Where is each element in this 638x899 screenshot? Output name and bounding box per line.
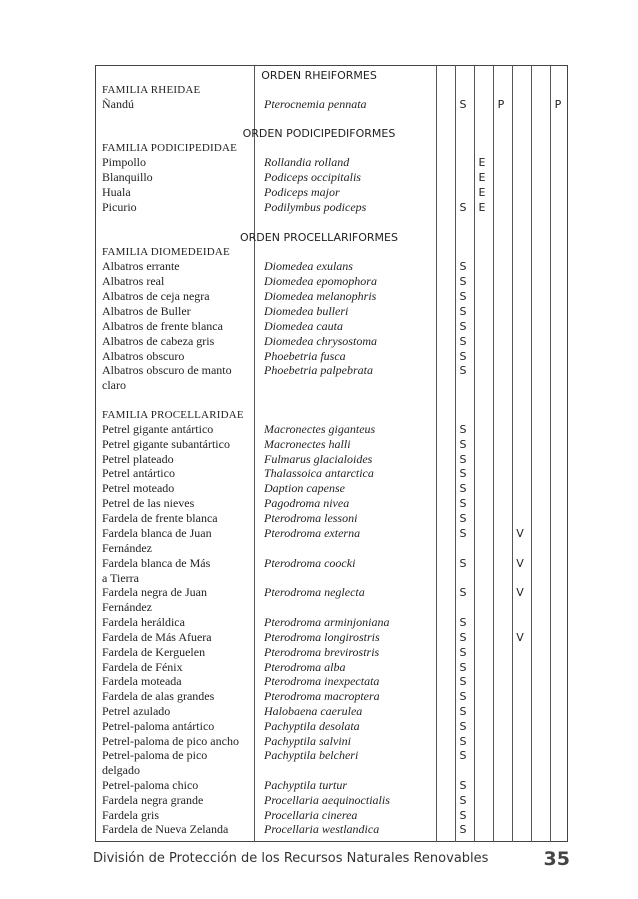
status-code: S (459, 586, 467, 599)
common-name: Albatros real (102, 274, 165, 288)
status-code: S (459, 720, 467, 733)
status-code: S (459, 467, 467, 480)
familia-header: FAMILIA PROCELLARIDAE (102, 409, 244, 421)
common-name: Fernández (102, 541, 152, 555)
scientific-name: Pachyptila turtur (264, 778, 347, 792)
common-name: Fardela de Nueva Zelanda (102, 822, 229, 836)
common-name: claro (102, 378, 126, 392)
common-name: Albatros obscuro de manto (102, 363, 232, 377)
common-name: Fardela gris (102, 808, 159, 822)
scientific-name: Diomedea chrysostoma (264, 334, 377, 348)
scientific-name: Procellaria cinerea (264, 808, 358, 822)
status-code: S (459, 794, 467, 807)
common-name: Petrel-paloma antártico (102, 719, 215, 733)
common-name: Fardela de Fénix (102, 660, 183, 674)
scientific-name: Pterodroma macroptera (264, 689, 380, 703)
common-name: Petrel-paloma de pico (102, 748, 208, 762)
status-code: S (459, 616, 467, 629)
common-name: Petrel plateado (102, 452, 174, 466)
common-name: Petrel de las nieves (102, 496, 195, 510)
scientific-name: Pterodroma externa (264, 526, 361, 540)
scientific-name: Pterocnemia pennata (264, 97, 367, 111)
status-code: S (459, 350, 467, 363)
scientific-name: Podiceps occipitalis (264, 170, 361, 184)
common-name: Petrel-paloma de pico ancho (102, 734, 239, 748)
status-code: S (459, 749, 467, 762)
status-code: S (459, 675, 467, 688)
scientific-name: Pachyptila desolata (264, 719, 360, 733)
scientific-name: Rollandia rolland (264, 155, 350, 169)
common-name: Petrel-paloma chico (102, 778, 199, 792)
status-code: S (459, 423, 467, 436)
scientific-name: Podiceps major (264, 185, 340, 199)
common-name: Huala (102, 185, 131, 199)
status-code: S (459, 823, 467, 836)
status-code: E (478, 171, 486, 184)
common-name: Albatros de cabeza gris (102, 334, 215, 348)
status-code: S (459, 201, 467, 214)
status-code: V (516, 527, 524, 540)
scientific-name: Phoebetria fusca (264, 349, 346, 363)
common-name: Albatros obscuro (102, 349, 185, 363)
status-code: S (459, 98, 467, 111)
column-divider (493, 65, 494, 842)
common-name: Petrel gigante antártico (102, 422, 214, 436)
common-name: Fardela blanca de Más (102, 556, 211, 570)
status-code: S (459, 320, 467, 333)
status-code: S (459, 779, 467, 792)
scientific-name: Pterodroma brevirostris (264, 645, 380, 659)
familia-header: FAMILIA PODICIPEDIDAE (102, 142, 238, 154)
common-name: Petrel azulado (102, 704, 171, 718)
status-code: S (459, 438, 467, 451)
status-code: S (459, 646, 467, 659)
column-divider (512, 65, 513, 842)
scientific-name: Pterodroma longirostris (264, 630, 380, 644)
column-divider (531, 65, 532, 842)
common-name: Ñandú (102, 97, 134, 111)
status-code: E (478, 156, 486, 169)
scientific-name: Halobaena caerulea (264, 704, 363, 718)
status-code: P (497, 98, 505, 111)
orden-header: ORDEN RHEIFORMES (261, 69, 377, 82)
scientific-name: Procellaria aequinoctialis (264, 793, 390, 807)
status-code: S (459, 305, 467, 318)
status-code: S (459, 661, 467, 674)
status-code: S (459, 364, 467, 377)
scientific-name: Diomedea melanophris (264, 289, 377, 303)
column-divider (254, 65, 255, 842)
status-code: S (459, 512, 467, 525)
common-name: Fardela moteada (102, 674, 182, 688)
status-code: V (516, 631, 524, 644)
common-name: Albatros de ceja negra (102, 289, 210, 303)
status-code: S (459, 690, 467, 703)
common-name: Fardela de frente blanca (102, 511, 218, 525)
familia-header: FAMILIA RHEIDAE (102, 84, 201, 96)
common-name: Fardela heráldica (102, 615, 185, 629)
scientific-name: Pachyptila salvini (264, 734, 351, 748)
status-code: S (459, 557, 467, 570)
scientific-name: Diomedea exulans (264, 259, 353, 273)
common-name: Fardela de alas grandes (102, 689, 215, 703)
status-code: P (554, 98, 562, 111)
scientific-name: Thalassoica antarctica (264, 466, 374, 480)
column-divider (550, 65, 551, 842)
scientific-name: Pterodroma inexpectata (264, 674, 380, 688)
scientific-name: Phoebetria palpebrata (264, 363, 373, 377)
common-name: Pimpollo (102, 155, 147, 169)
orden-header: ORDEN PROCELLARIFORMES (240, 231, 398, 244)
scientific-name: Macronectes halli (264, 437, 351, 451)
status-code: S (459, 275, 467, 288)
page-number: 35 (543, 848, 570, 870)
status-code: V (516, 557, 524, 570)
orden-header: ORDEN PODICIPEDIFORMES (242, 127, 396, 140)
scientific-name: Pterodroma alba (264, 660, 346, 674)
common-name: Petrel moteado (102, 481, 175, 495)
scientific-name: Diomedea cauta (264, 319, 343, 333)
common-name: a Tierra (102, 571, 139, 585)
common-name: delgado (102, 763, 140, 777)
common-name: Albatros de frente blanca (102, 319, 223, 333)
status-code: S (459, 497, 467, 510)
common-name: Fardela blanca de Juan (102, 526, 212, 540)
common-name: Fardela negra grande (102, 793, 204, 807)
common-name: Petrel gigante subantártico (102, 437, 230, 451)
common-name: Picurio (102, 200, 137, 214)
scientific-name: Macronectes giganteus (264, 422, 376, 436)
status-code: S (459, 631, 467, 644)
status-code: V (516, 586, 524, 599)
footer-text: División de Protección de los Recursos Naturales Renovables (93, 851, 489, 866)
status-code: S (459, 735, 467, 748)
scientific-name: Pterodroma coocki (264, 556, 356, 570)
scientific-name: Podilymbus podiceps (264, 200, 367, 214)
status-code: S (459, 260, 467, 273)
common-name: Fardela de Kerguelen (102, 645, 206, 659)
scientific-name: Procellaria westlandica (264, 822, 380, 836)
common-name: Fernández (102, 600, 152, 614)
status-code: E (478, 186, 486, 199)
status-code: S (459, 482, 467, 495)
scientific-name: Pterodroma lessoni (264, 511, 358, 525)
scientific-name: Pachyptila belcheri (264, 748, 359, 762)
scientific-name: Pterodroma neglecta (264, 585, 365, 599)
common-name: Albatros errante (102, 259, 180, 273)
scientific-name: Pterodroma arminjoniana (264, 615, 390, 629)
common-name: Fardela negra de Juan (102, 585, 207, 599)
familia-header: FAMILIA DIOMEDEIDAE (102, 246, 230, 258)
scientific-name: Daption capense (264, 481, 345, 495)
status-code: S (459, 290, 467, 303)
common-name: Petrel antártico (102, 466, 175, 480)
status-code: S (459, 527, 467, 540)
status-code: E (478, 201, 486, 214)
scientific-name: Pagodroma nivea (264, 496, 350, 510)
status-code: S (459, 705, 467, 718)
common-name: Albatros de Buller (102, 304, 191, 318)
column-divider (436, 65, 437, 842)
status-code: S (459, 453, 467, 466)
status-code: S (459, 335, 467, 348)
common-name: Fardela de Más Afuera (102, 630, 212, 644)
scientific-name: Diomedea epomophora (264, 274, 377, 288)
status-code: S (459, 809, 467, 822)
scientific-name: Diomedea bulleri (264, 304, 349, 318)
scientific-name: Fulmarus glacialoides (264, 452, 373, 466)
common-name: Blanquillo (102, 170, 153, 184)
